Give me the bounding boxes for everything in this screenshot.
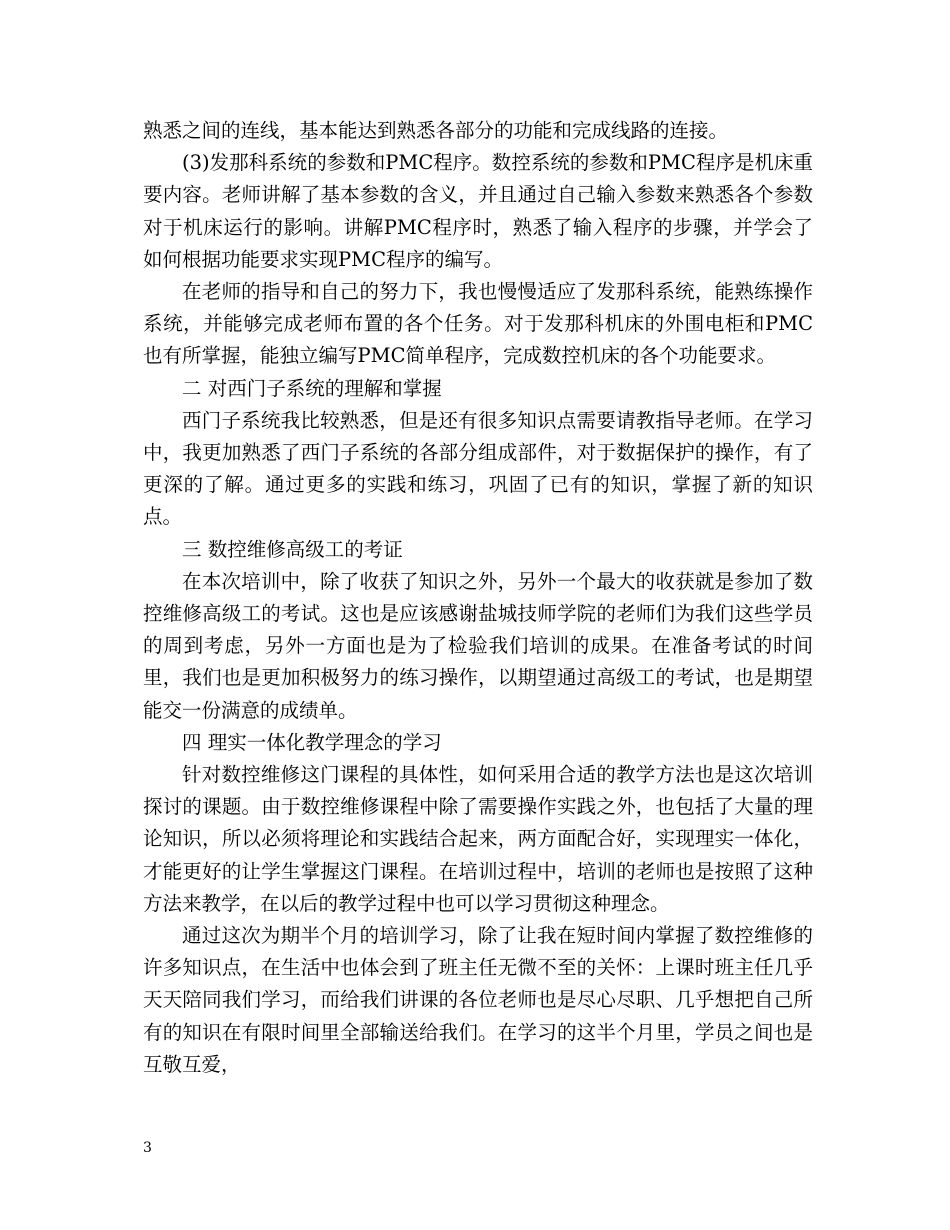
paragraph-conclusion: 通过这次为期半个月的培训学习，除了让我在短时间内掌握了数控维修的许多知识点，在生活中也体会到了班主任无微不至的关怀：上课时班主任几乎天天陪同我们学习，而给我们讲课的各位老师也是尽心尽职、几乎想把自己所有的知识在有限时间里全部输送给我们。在学习的这半个月里，学员之间也是互敬互爱， bbox=[143, 924, 813, 1076]
body-text bbox=[143, 115, 813, 1081]
heading-teaching-concept: 四 理实一体化教学理念的学习 bbox=[182, 730, 442, 754]
paragraph-fanuc-summary: 在老师的指导和自己的努力下，我也慢慢适应了发那科系统，能熟练操作系统，并能够完成老师布置的各个任务。对于发那科机床的外围电柜和PMC也有所掌握，能独立编写PMC简单程序，完成数控机床的各个功能要求。 bbox=[143, 280, 813, 368]
paragraph-certification: 在本次培训中，除了收获了知识之外，另外一个最大的收获就是参加了数控维修高级工的考试。这也是应该感谢盐城技师学院的老师们为我们这些学员的周到考虑，另外一方面也是为了检验我们培训的成果。在准备考试的时间里，我们也是更加积极努力的练习操作，以期望通过高级工的考试，也是期望能交一份满意的成绩单。 bbox=[143, 569, 813, 722]
page-number: 3 bbox=[143, 1140, 152, 1156]
paragraph-teaching-concept: 针对数控维修这门课程的具体性，如何采用合适的教学方法也是这次培训探讨的课题。由于数控维修课程中除了需要操作实践之外，也包括了大量的理论知识，所以必须将理论和实践结合起来，两方面配合好，实现理实一体化，才能更好的让学生掌握这门课程。在培训过程中，培训的老师也是按照了这种方法来教学，在以后的教学过程中也可以学习贯彻这种理念。 bbox=[143, 763, 813, 915]
heading-siemens: 二 对西门子系统的理解和掌握 bbox=[182, 376, 442, 400]
paragraph-fanuc-parameters-pmc: (3)发那科系统的参数和PMC程序。数控系统的参数和PMC程序是机床重要内容。老师讲解了基本参数的含义，并且通过自己输入参数来熟悉各个参数对于机床运行的影响。讲解PMC程序时，熟悉了输入程序的步骤，并学会了如何根据功能要求实现PMC程序的编写。 bbox=[143, 151, 813, 271]
paragraph-siemens: 西门子系统我比较熟悉，但是还有很多知识点需要请教指导老师。在学习中，我更加熟悉了西门子系统的各部分组成部件，对于数据保护的操作，有了更深的了解。通过更多的实践和练习，巩固了已有的知识，掌握了新的知识点。 bbox=[143, 408, 813, 529]
paragraph-1: 熟悉之间的连线，基本能达到熟悉各部分的功能和完成线路的连接。 bbox=[143, 119, 729, 142]
heading-certification: 三 数控维修高级工的考证 bbox=[182, 537, 403, 561]
